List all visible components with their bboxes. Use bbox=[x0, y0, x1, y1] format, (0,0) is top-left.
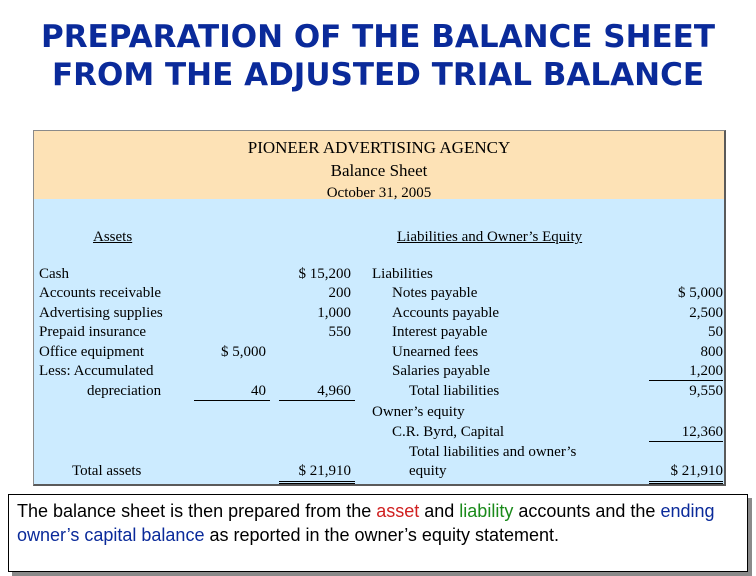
notes-payable-label: Notes payable bbox=[392, 285, 478, 301]
assets-heading: Assets bbox=[93, 229, 133, 245]
asset-ar-label: Accounts receivable bbox=[39, 285, 162, 301]
supplies-amount: 1,000 bbox=[317, 305, 351, 321]
notes-payable-amount: $ 5,000 bbox=[678, 285, 723, 301]
asset-prepaid-label: Prepaid insurance bbox=[39, 324, 147, 340]
note-liability: liability bbox=[459, 501, 514, 521]
ar-amount: 200 bbox=[328, 285, 351, 301]
cash-amount: $ 15,200 bbox=[298, 266, 351, 282]
salaries-underline bbox=[649, 380, 723, 381]
total-assets-amount: $ 21,910 bbox=[298, 463, 351, 479]
total-assets-double-underline bbox=[279, 481, 355, 484]
asset-depr-label: depreciation bbox=[87, 383, 162, 399]
asset-equipment-label: Office equipment bbox=[39, 344, 145, 360]
balance-sheet bbox=[33, 130, 726, 486]
liabilities-label: Liabilities bbox=[372, 266, 433, 282]
total-le-amount: $ 21,910 bbox=[670, 463, 723, 479]
title-line-2: FROM THE ADJUSTED TRIAL BALANCE bbox=[51, 57, 705, 93]
accounts-payable-amount: 2,500 bbox=[689, 305, 723, 321]
salaries-payable-amount: 1,200 bbox=[689, 363, 723, 379]
sheet-header bbox=[34, 131, 724, 199]
capital-label: C.R. Byrd, Capital bbox=[392, 424, 505, 440]
liabilities-heading: Liabilities and Owner’s Equity bbox=[397, 229, 583, 245]
total-le-label-1: Total liabilities and owner’s bbox=[409, 444, 577, 460]
asset-supplies-label: Advertising supplies bbox=[39, 305, 163, 321]
company-name: PIONEER ADVERTISING AGENCY bbox=[247, 138, 511, 157]
statement-date: October 31, 2005 bbox=[326, 185, 432, 201]
capital-underline bbox=[649, 441, 723, 442]
slide-title bbox=[0, 18, 756, 94]
equipment-amount: $ 5,000 bbox=[221, 344, 266, 360]
note-text-2: and bbox=[419, 501, 460, 521]
title-line-1: PREPARATION OF THE BALANCE SHEET bbox=[40, 19, 716, 55]
note-capital: ending owner’s capital balance bbox=[17, 501, 715, 545]
prepaid-amount: 550 bbox=[328, 324, 351, 340]
note-text-4: as reported in the owner’s equity statement. bbox=[204, 525, 559, 545]
note-asset: asset bbox=[376, 501, 420, 521]
note-text-3: accounts and the bbox=[513, 501, 661, 521]
note-text-1: The balance sheet is then prepared from the bbox=[17, 501, 377, 521]
equipment-net-amount: 4,960 bbox=[317, 383, 351, 399]
unearned-fees-label: Unearned fees bbox=[392, 344, 479, 360]
statement-name: Balance Sheet bbox=[330, 161, 428, 180]
net-underline bbox=[279, 400, 355, 401]
explanation-note bbox=[8, 494, 748, 572]
accounts-payable-label: Accounts payable bbox=[392, 305, 500, 321]
total-liabilities-label: Total liabilities bbox=[409, 383, 500, 399]
total-le-double-underline bbox=[649, 481, 723, 484]
asset-less-label: Less: Accumulated bbox=[39, 363, 154, 379]
interest-payable-amount: 50 bbox=[708, 324, 723, 340]
salaries-payable-label: Salaries payable bbox=[392, 363, 490, 379]
total-le-label-2: equity bbox=[409, 463, 447, 479]
owners-equity-label: Owner’s equity bbox=[372, 404, 465, 420]
total-liabilities-amount: 9,550 bbox=[689, 383, 723, 399]
depr-underline bbox=[194, 400, 270, 401]
capital-amount: 12,360 bbox=[681, 424, 723, 440]
depr-amount: 40 bbox=[251, 383, 266, 399]
asset-cash-label: Cash bbox=[39, 266, 69, 282]
total-assets-label: Total assets bbox=[72, 463, 142, 479]
interest-payable-label: Interest payable bbox=[392, 324, 488, 340]
unearned-fees-amount: 800 bbox=[700, 344, 723, 360]
explanation-text bbox=[9, 495, 747, 551]
